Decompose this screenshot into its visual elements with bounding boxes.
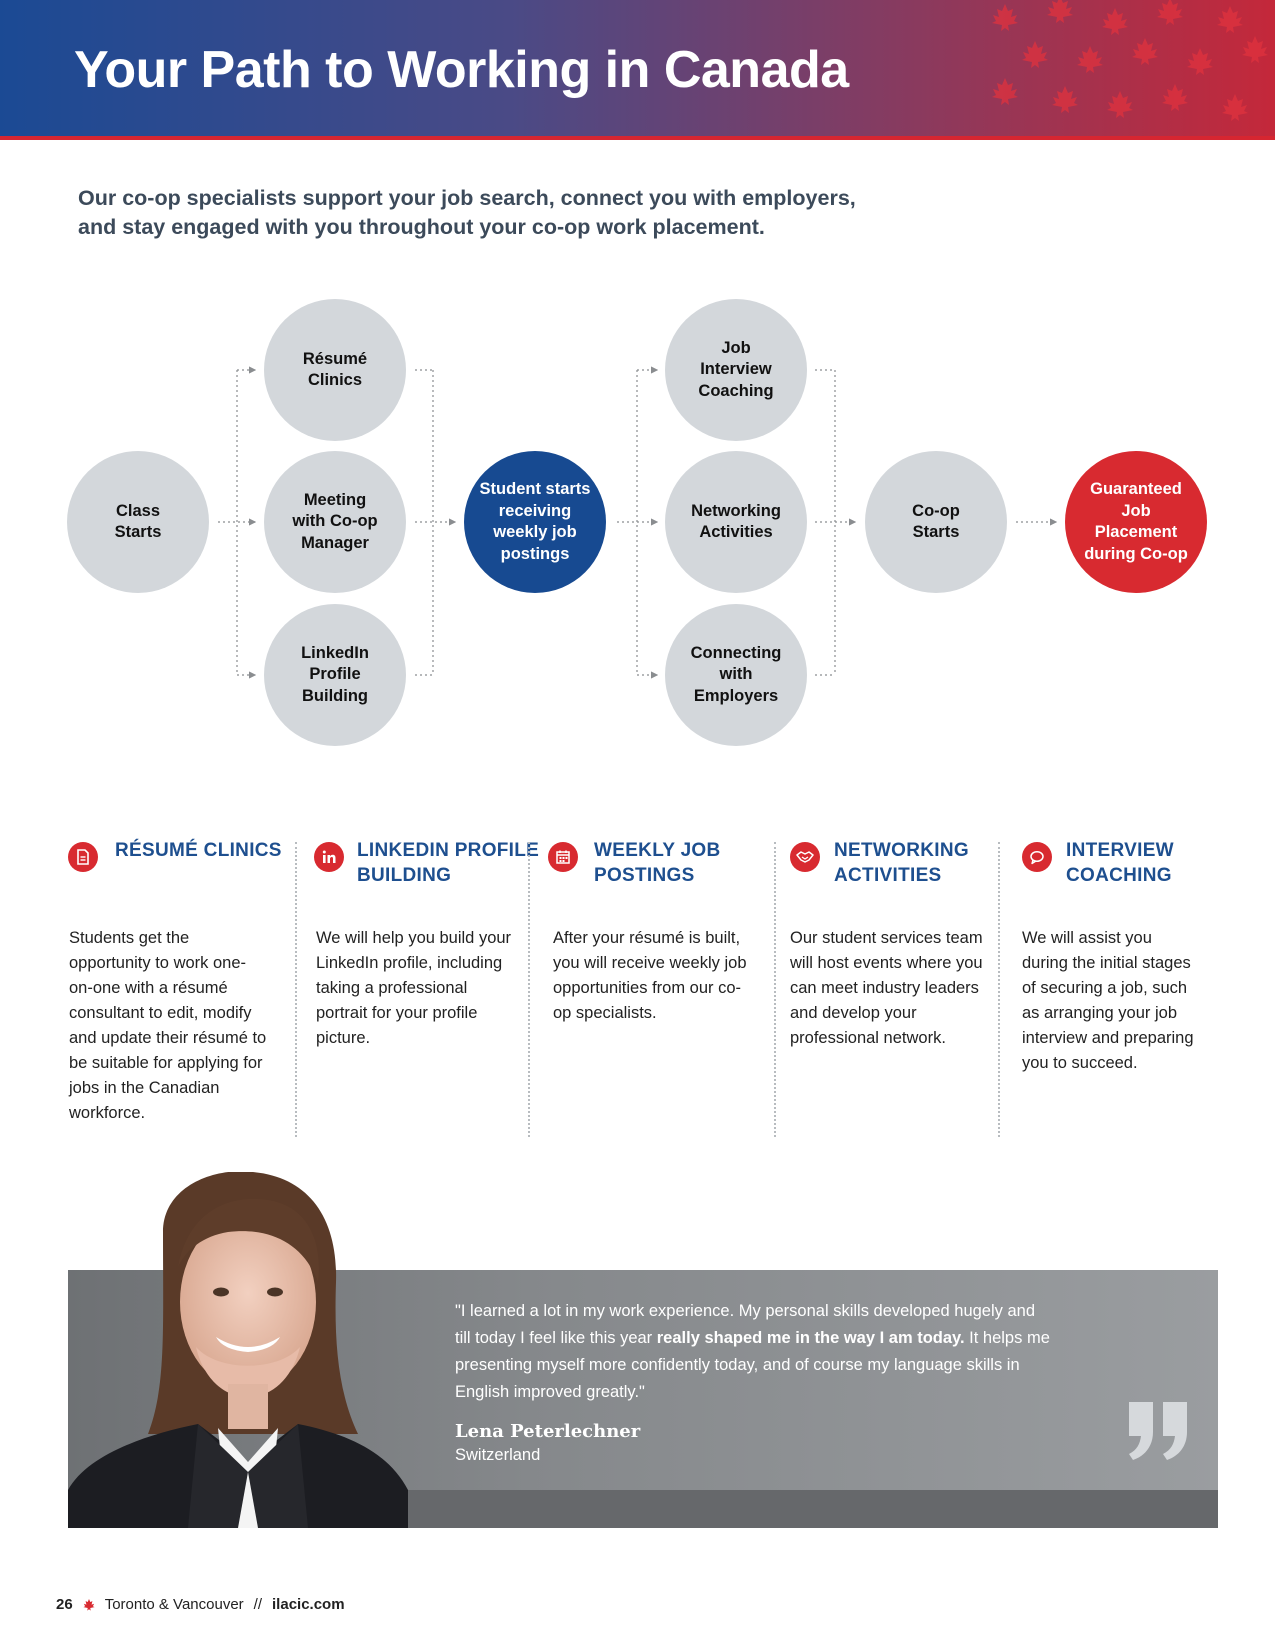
column-resume-clinics [64,838,294,1138]
node-guaranteed-placement: Guaranteed Job Placement during Co-op [1065,451,1207,593]
portrait-photo [68,1172,428,1528]
column-text: After your résumé is built, you will receive weekly job opportunities from our co-op specialists. [553,929,747,1022]
column-divider [998,842,1000,1137]
column-divider [774,842,776,1137]
column-text: We will assist you during the initial stages of securing a job, such as arranging your job interview and preparing you to succeed. [1022,929,1194,1072]
column-title: WEEKLY JOB POSTINGS [594,840,721,886]
column-text: Students get the opportunity to work one-on-one with a résumé consultant to edit, modify and update their résumé to be suitable for applying for jobs in the Canadian workforce. [69,929,267,1122]
header-rule [0,136,1275,140]
page-header [0,0,1275,138]
column-divider [295,842,297,1137]
column-linkedin [310,838,540,1138]
node-class-starts: Class Starts [67,451,209,593]
calendar-icon [548,842,578,872]
column-text: Our student services team will host events where you can meet industry leaders and develop your professional network. [790,929,983,1047]
footer-url[interactable]: ilacic.com [272,1596,345,1613]
node-networking: Networking Activities [665,451,807,593]
column-text: We will help you build your LinkedIn profile, including taking a professional portrait for your profile picture. [316,929,512,1047]
testimonial-name: Lena Peterlechner [455,1421,641,1442]
footer-separator: // [253,1596,263,1613]
column-title: RÉSUMÉ CLINICS [115,840,282,861]
testimonial-country: Switzerland [455,1446,541,1464]
node-connecting-employers: Connecting with Employers [665,604,807,746]
column-networking [790,838,1020,1138]
node-interview-coaching: Job Interview Coaching [665,299,807,441]
speech-bubble-icon [1022,842,1052,872]
node-resume-clinics: Résumé Clinics [264,299,406,441]
column-interview-coaching [1022,838,1212,1138]
node-linkedin-profile: LinkedIn Profile Building [264,604,406,746]
column-title: LINKEDIN PROFILE BUILDING [357,840,540,886]
page-footer [56,1596,345,1613]
handshake-icon [790,842,820,872]
page-title: Your Path to Working in Canada [74,41,849,99]
maple-leaf-pattern-icon [945,0,1275,138]
column-weekly-postings [548,838,778,1138]
footer-location: Toronto & Vancouver [104,1596,244,1613]
maple-leaf-icon [83,1599,95,1611]
node-student-starts: Student starts receiving weekly job postings [464,451,606,593]
quote-mark-icon [1127,1402,1189,1460]
document-icon [68,842,98,872]
testimonial-quote: "I learned a lot in my work experience. My personal skills developed hugely and till today I feel like this year really shaped me in the way I am today. It helps me presenting myself more confidently today, and of course my language skills in English improved greatly." [455,1302,1050,1401]
linkedin-icon [314,842,344,872]
column-divider [528,842,530,1137]
info-columns [64,838,1214,1138]
node-meeting-coop-manager: Meeting with Co-op Manager [264,451,406,593]
column-title: NETWORKING ACTIVITIES [834,840,969,886]
page-number: 26 [56,1596,73,1613]
path-flow-diagram [0,290,1275,750]
intro-text: Our co-op specialists support your job search, connect you with employers, and stay engaged with you throughout your co-op work placement. [78,186,856,239]
column-title: INTERVIEW COACHING [1066,840,1174,886]
node-coop-starts: Co-op Starts [865,451,1007,593]
